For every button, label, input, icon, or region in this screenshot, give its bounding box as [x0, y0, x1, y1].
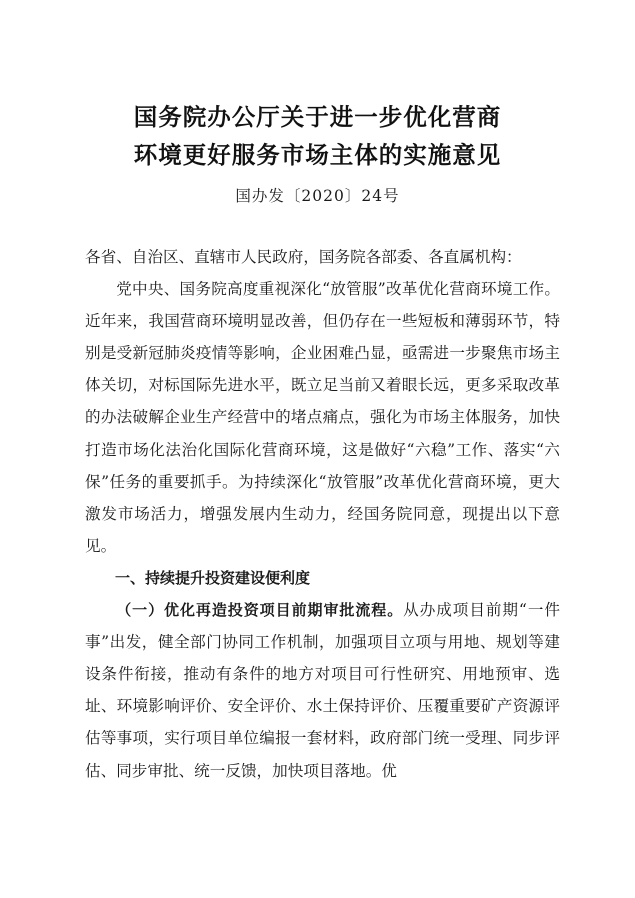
salutation: 各省、自治区、直辖市人民政府，国务院各部委、各直属机构： [85, 248, 522, 266]
section-heading: 一、持续提升投资建设便利度 [115, 568, 311, 587]
document-body [85, 241, 560, 787]
item-paragraph [85, 594, 560, 787]
item-text: 从办成项目前期“一件事”出发，健全部门协同工作机制，加强项目立项与用地、规划等建设条件衔接，推动有条件的地方对项目可行性研究、用地预审、选址、环境影响评价、安全评价、水土保持评价、压覆重要矿产资源评估等事项，实行项目单位编报一套材料，政府部门统一受理、同步评估、同步审批、统一反馈，加快项目落地。优 [85, 601, 560, 780]
intro-paragraph: 党中央、国务院高度重视深化“放管服”改革优化营商环境工作。近年来，我国营商环境明显改善，但仍存在一些短板和薄弱环节，特别是受新冠肺炎疫情等影响，企业困难凸显，亟需进一步聚焦市场主体关切，对标国际先进水平，既立足当前又着眼长远，更多采取改革的办法破解企业生产经营中的堵点痛点，强化为市场主体服务，加快打造市场化法治化国际化营商环境，这是做好“六稳”工作、落实“六保”任务的重要抓手。为持续深化“放管服”改革优化营商环境，更大激发市场活力，增强发展内生动力，经国务院同意，现提出以下意见。 [85, 280, 560, 555]
item-lead: （一）优化再造投资项目前期审批流程。 [116, 601, 404, 620]
document-number: 国办发〔2020〕24号 [235, 187, 400, 205]
document-title-line-2: 环境更好服务市场主体的实施意见 [133, 141, 502, 169]
document-title-line-1: 国务院办公厅关于进一步优化营商 [133, 103, 502, 131]
